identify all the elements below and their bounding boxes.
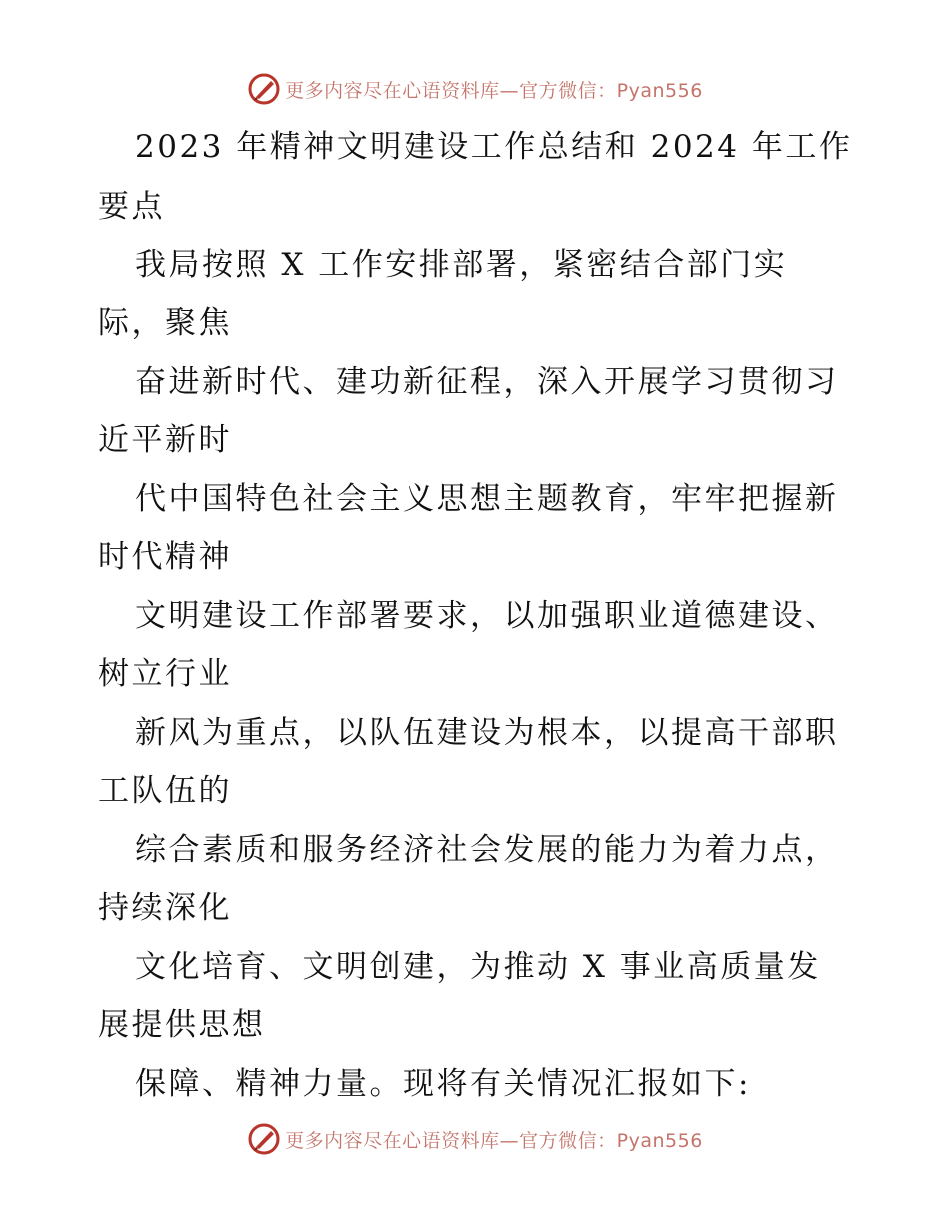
paragraph-line: 文化培育、文明创建，为推动 X 事业高质量发 [135,949,821,985]
paragraph-line: 保障、精神力量。现将有关情况汇报如下: [135,1066,751,1102]
header-watermark [0,72,950,106]
title-line: 2023 年精神文明建设工作总结和 2024 年工作 [135,129,853,165]
footer-watermark [0,1122,950,1156]
paragraph-line: 综合素质和服务经济社会发展的能力为着力点， [135,832,839,868]
paragraph-line: 文明建设工作部署要求，以加强职业道德建设、 [135,598,839,634]
paragraph-line: 持续深化 [98,890,232,926]
paragraph-line: 展提供思想 [98,1007,266,1043]
paragraph-line: 树立行业 [98,656,232,692]
paragraph-line: 新风为重点，以队伍建设为根本，以提高干部职 [135,715,839,751]
paragraph-line: 我局按照 X 工作安排部署，紧密结合部门实 [135,247,788,283]
watermark-text: 更多内容尽在心语资料库—官方微信：Pyan556 [285,1129,703,1152]
watermark-text: 更多内容尽在心语资料库—官方微信：Pyan556 [285,79,703,102]
paragraph-line: 时代精神 [98,539,232,575]
paragraph-line: 工队伍的 [98,773,232,809]
quill-circle-icon [247,72,281,106]
title-line: 要点 [98,189,165,225]
paragraph-line: 奋进新时代、建功新征程，深入开展学习贯彻习 [135,364,839,400]
quill-circle-icon [247,1122,281,1156]
paragraph-line: 际，聚焦 [98,305,232,341]
paragraph-line: 近平新时 [98,422,232,458]
paragraph-line: 代中国特色社会主义思想主题教育，牢牢把握新 [135,481,839,517]
